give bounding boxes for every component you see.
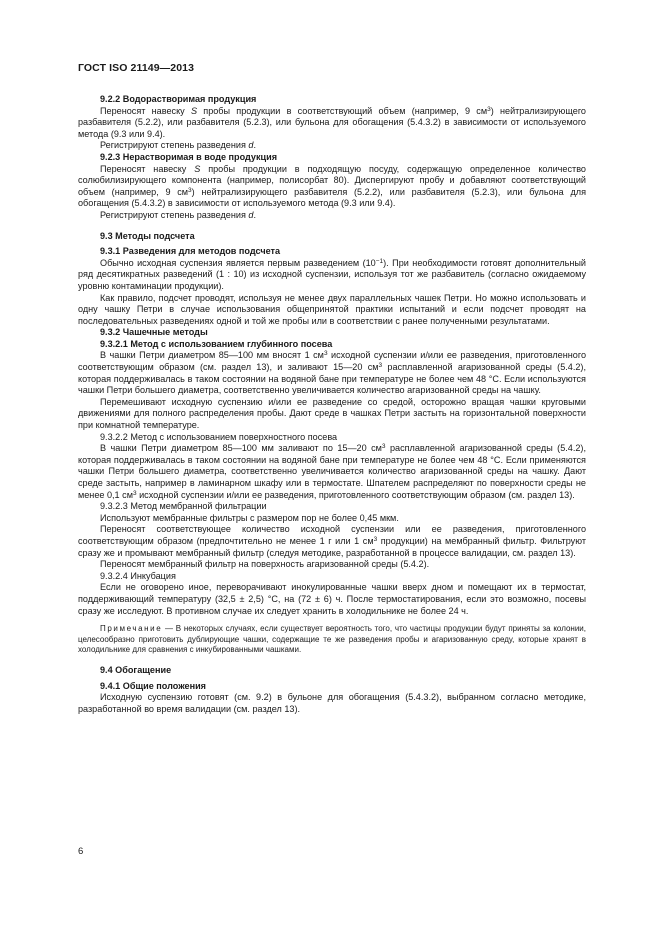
section-heading: 9.2.3 Нерастворимая в воде продукция <box>100 151 278 162</box>
document-body <box>78 94 586 715</box>
section-heading: 9.3.2.1 Метод с использованием глубинного посева <box>100 338 333 349</box>
paragraph: Переносят навеску S пробы продукции в соответствующий объем (например, 9 $см^3$) нейтрализирующего разбавителя (5.2.2), или разбавителя (5.2.3), или бульона для обогащения (5.4.3.2) в зависимости от используемого метода (9.3 или 9.4). <box>78 105 586 139</box>
paragraph: Регистрируют степень разведения d. <box>100 140 256 151</box>
section-heading: 9.3 Методы подсчета <box>100 230 195 241</box>
section-heading: 9.4 Обогащение <box>100 664 172 675</box>
paragraph: Исходную суспензию готовят (см. 9.2) в бульоне для обогащения (5.4.3.2), выбранном согласно методике, разработанной во время валидации (см. раздел 13). <box>78 692 586 714</box>
section-heading: 9.4.1 Общие положения <box>100 680 206 691</box>
section-heading: 9.3.1 Разведения для методов подсчета <box>100 246 281 257</box>
paragraph: В чашки Петри диаметром 85—100 мм вносят 1 $см^3$ исходной суспензии и/или ее разведения, приготовленного соответствующим образом (см. раздел 13), и заливают 15—20 $см^3$ расплавленной агаризованной среды (5.4.2), которая поддерживалась в таком состоянии на водяной бане при температуре не более чем 48 °С. Если используются чашки Петри большего диаметра, соответственно увеличивается количество агаризованной среды на чашку. <box>78 350 587 396</box>
paragraph: Используют мембранные фильтры с размером пор не более 0,45 мкм. <box>100 512 399 523</box>
section-heading: 9.3.2 Чашечные методы <box>100 327 208 338</box>
subsection-title: 9.3.2.2 Метод с использованием поверхностного посева <box>100 431 338 442</box>
paragraph: Перемешивают исходную суспензию и/или ее разведение со средой, осторожно вращая чашки круговыми движениями для полного распределения пробы. Дают среде в чашках Петри застыть на горизонтальной поверхности при комнатной температуре. <box>78 396 586 431</box>
paragraph: Если не оговорено иное, переворачивают инокулированные чашки вверх дном и помещают их в термостат, поддерживающий температуру (32,5 ± 2,5) °С, на (72 ± 6) ч. После термостатирования, если это возможно, посевы сразу же исследуют. В противном случае их следует хранить в холодильнике не более 24 ч. <box>78 582 586 616</box>
note-paragraph: Примечание — В некоторых случаях, если существует вероятность того, что частицы продукции будут приняты за колонии, целесообразно приготовить дублирующие чашки, содержащие те же разведения пробы и агаризованную среду, которые хранят в холодильнике для сравнения с инкубированными чашками. <box>78 624 586 655</box>
paragraph: Переносят мембранный фильтр на поверхность агаризованной среды (5.4.2). <box>100 559 430 570</box>
paragraph: Как правило, подсчет проводят, используя не менее двух параллельных чашек Петри. Но можно использовать и одну чашку Петри в случае использования общепринятой практики испытаний и если подсчет проводят на последовательных разведениях одной и той же пробы или в соответствии с ранее полученными результатами. <box>78 292 586 326</box>
paragraph: Обычно исходная суспензия является первым разведением $(10^{-1})$. При необходимости готовят дополнительный ряд десятикратных разведений (1 : 10) из исходной суспензии, используя тот же разбавитель (согласно ожидаемому уровню контаминации продукции). <box>78 257 586 291</box>
paragraph: В чашки Петри диаметром 85—100 мм заливают по 15—20 $см^3$ расплавленной агаризованной среды (5.4.2), которая поддерживалась в таком состоянии на водяной бане при температуре не более чем 48 °С. Если применяются чашки Петри большего диаметра, соответственно увеличивается количество агаризованной среды на чашку. Дают среде застыть, например в ламинарном шкафу или в термостате. Шпателем распределяют по поверхности среды не менее 0,1 $см^3$ исходной суспензии и/или ее разведения, приготовленного соответствующим образом (см. раздел 13). <box>78 443 586 500</box>
page-number: 6 <box>78 846 84 857</box>
section-heading: 9.2.2 Водорастворимая продукция <box>100 94 257 104</box>
document-header: ГОСТ ISO 21149—2013 <box>78 62 195 74</box>
paragraph: Переносят соответствующее количество исходной суспензии или ее разведения, приготовленного соответствующим образом (предпочтительно не менее 1 г или 1 $см^3$ продукции) на мембранный фильтр. Фильтруют сразу же и промывают мембранный фильтр (следуя методике, разработанной в процессе валидации, см. раздел 13). <box>78 524 586 558</box>
subsection-title: 9.3.2.4 Инкубация <box>100 570 176 581</box>
subsection-title: 9.3.2.3 Метод мембранной фильтрации <box>100 501 267 512</box>
paragraph: Регистрируют степень разведения d. <box>100 209 256 220</box>
paragraph: Переносят навеску S пробы продукции в подходящую посуду, содержащую определенное количество солюбилизирующего компонента (например, полисорбат 80). Диспергируют пробу и добавляют соответствующий объем (например, 9 $см^3$) нейтрализирующего разбавителя (5.2.2), или разбавителя (5.2.3), или бульона для обогащения (5.4.3.2) в зависимости от используемого метода (9.3 или 9.4). <box>78 163 586 209</box>
